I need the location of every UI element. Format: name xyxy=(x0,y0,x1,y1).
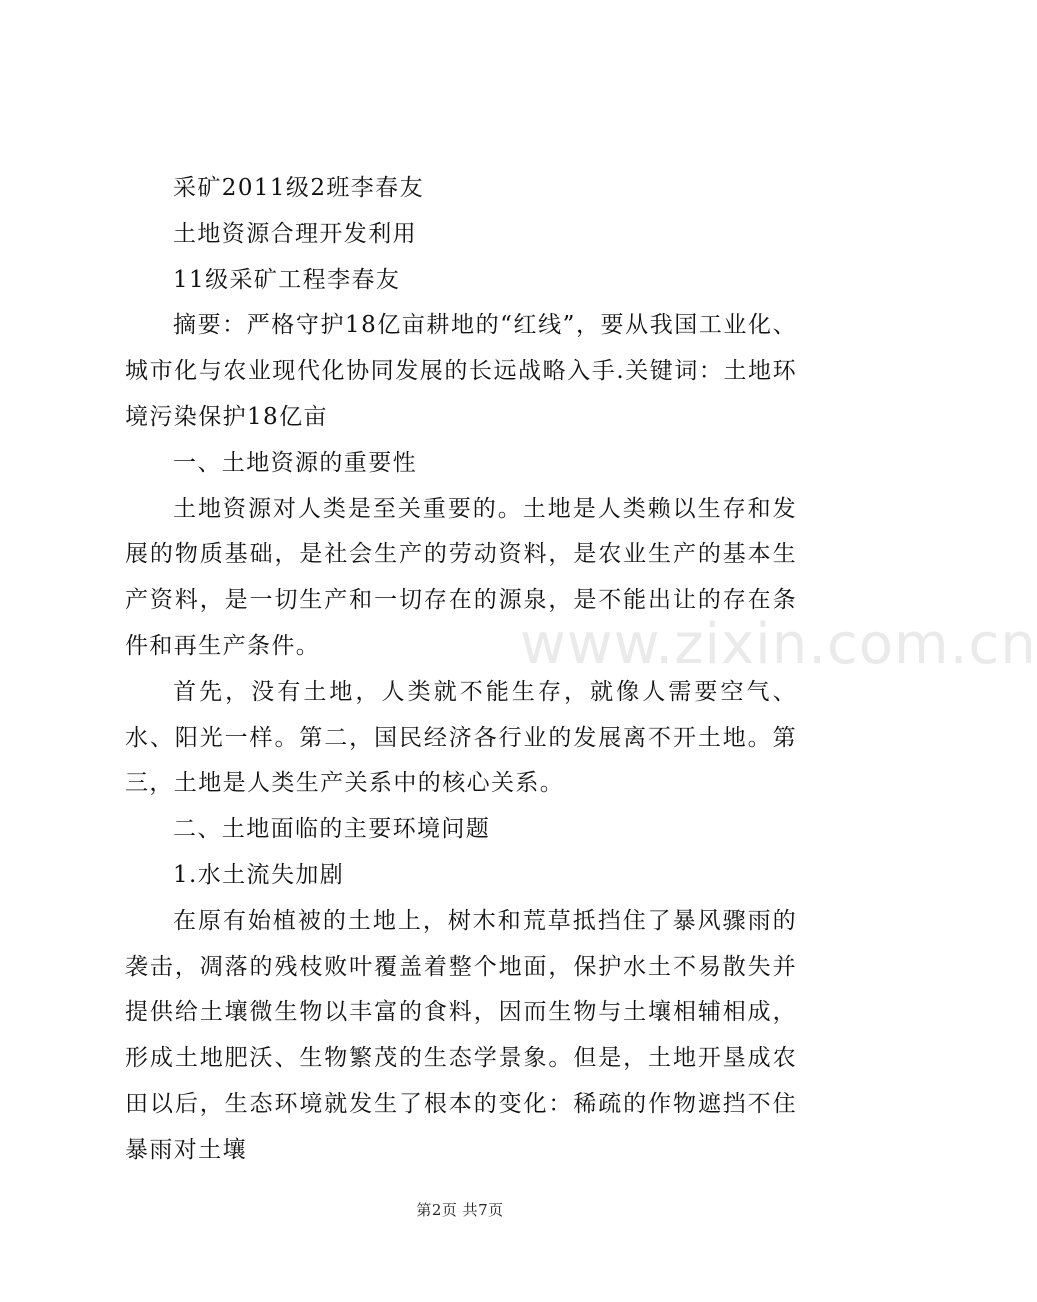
author-line: 采矿2011级2班李春友 xyxy=(173,175,424,201)
document-body xyxy=(125,166,797,1174)
section-heading-1: 一、土地资源的重要性 xyxy=(173,449,417,476)
section-heading-2: 二、土地面临的主要环境问题 xyxy=(173,816,491,843)
author-subtitle: 11级采矿工程李春友 xyxy=(173,266,401,293)
watermark: www.zixin.com.cn xyxy=(520,612,1037,677)
body-paragraph: 土地资源对人类是至关重要的。土地是人类赖以生存和发展的物质基础，是社会生产的劳动资料，是农业生产的基本生产资料，是一切生产和一切存在的源泉，是不能出让的存在条件和再生产条件。 xyxy=(125,495,797,659)
body-paragraph: 首先，没有土地，人类就不能生存，就像人需要空气、水、阳光一样。第二，国民经济各行业的发展离不开土地。第三，土地是人类生产关系中的核心关系。 xyxy=(125,678,797,797)
body-paragraph: 在原有始植被的土地上，树木和荒草抵挡住了暴风骤雨的袭击，凋落的残枝败叶覆盖着整个地面，保护水土不易散失并提供给土壤微生物以丰富的食料，因而生物与土壤相辅相成，形成土地肥沃、生物繁茂的生态学景象。但是，土地开垦成农田以后，生态环境就发生了根本的变化：稀疏的作物遮挡不住暴雨对土壤 xyxy=(125,907,797,1163)
document-title: 土地资源合理开发利用 xyxy=(173,220,417,247)
subsection-heading: 1.水土流失加剧 xyxy=(173,861,345,888)
abstract-paragraph: 摘要：严格守护18亿亩耕地的“红线”，要从我国工业化、城市化与农业现代化协同发展的长远战略入手.关键词：土地环境污染保护18亿亩 xyxy=(125,312,797,430)
page-footer: 第2页 共7页 xyxy=(416,1201,504,1219)
